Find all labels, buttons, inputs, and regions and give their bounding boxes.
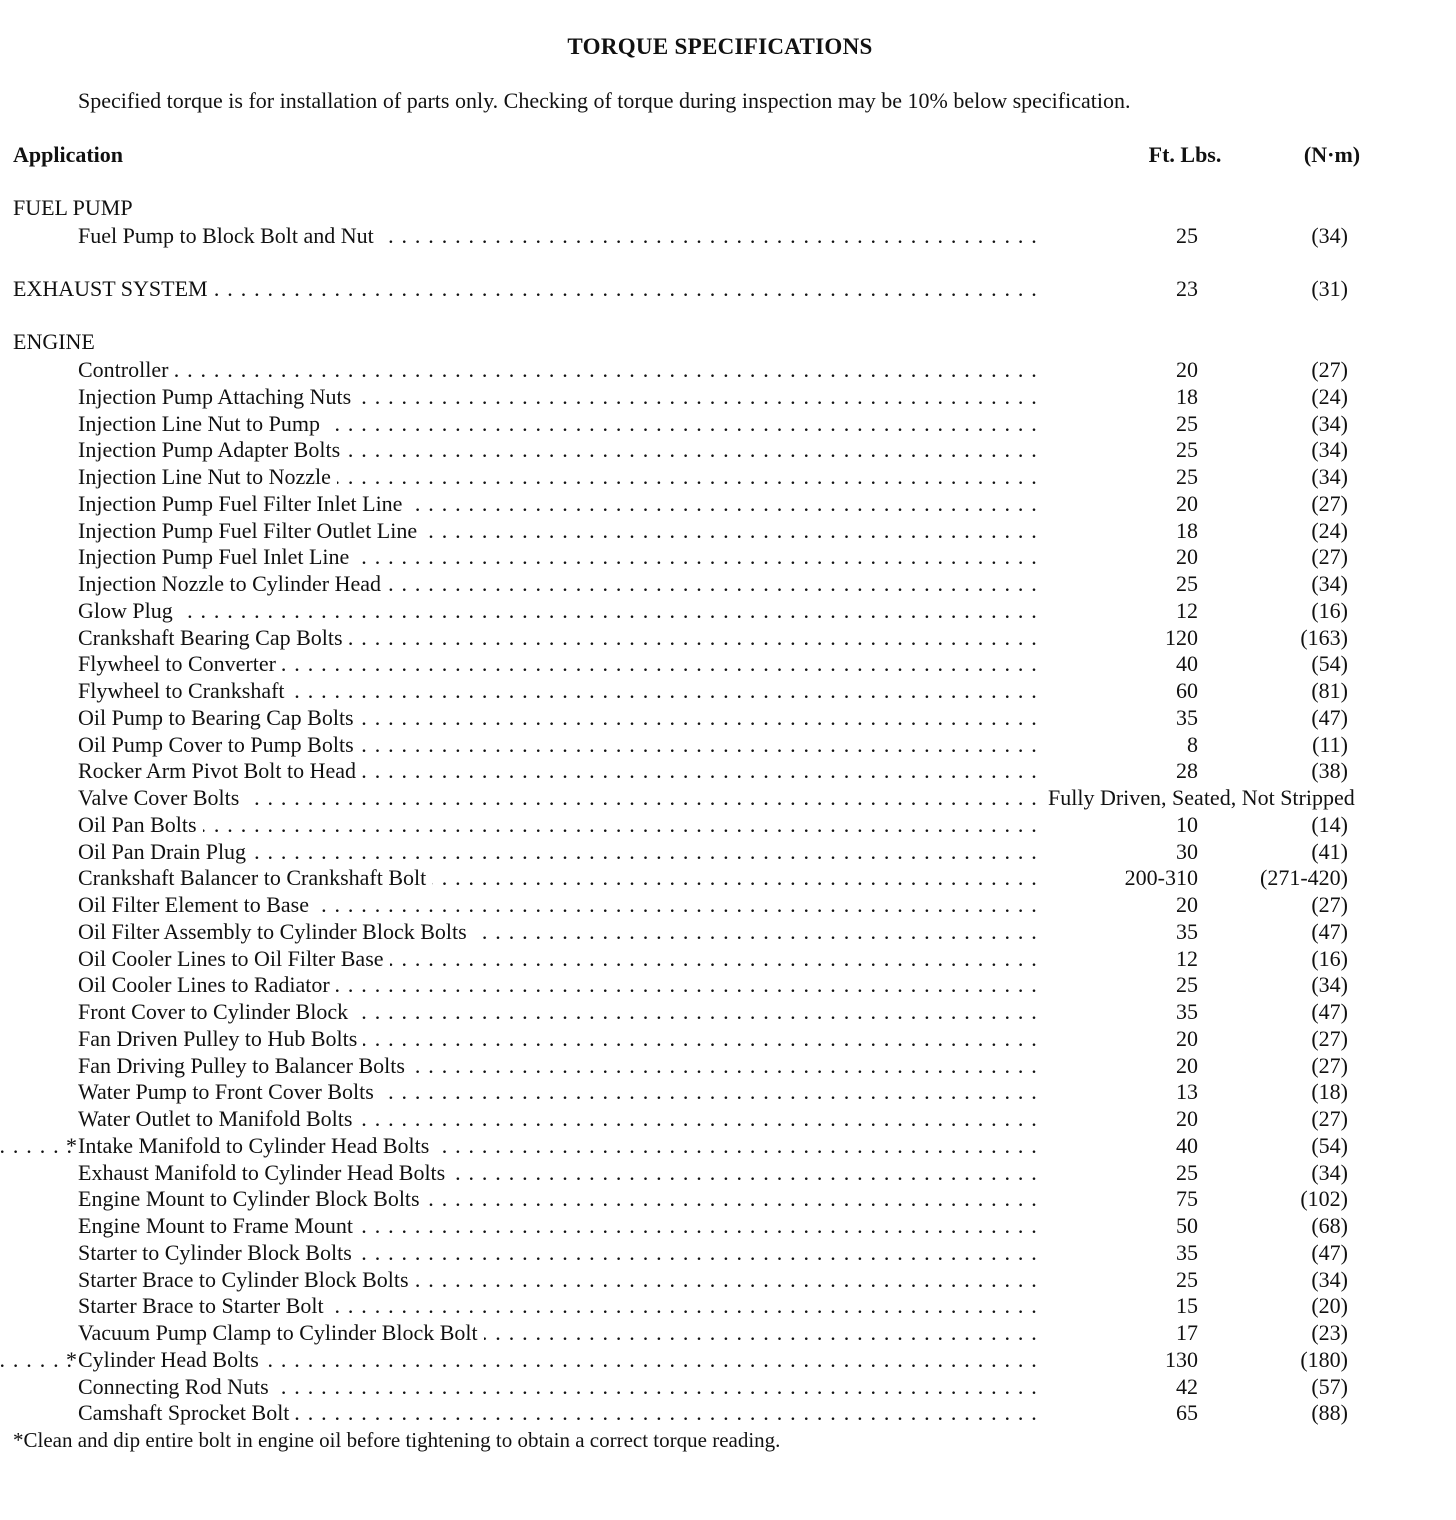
row-ft-lbs: 10 — [1176, 811, 1198, 837]
row-ft-lbs: 65 — [1176, 1400, 1198, 1426]
row-note: Fully Driven, Seated, Not Stripped — [1048, 785, 1355, 810]
row-ft-lbs: 13 — [1176, 1079, 1198, 1105]
row-ft-lbs: 75 — [1176, 1186, 1198, 1212]
row-label: Fan Driving Pulley to Balancer Bolts — [78, 1053, 411, 1078]
row-label: Starter Brace to Cylinder Block Bolts — [78, 1267, 415, 1292]
row-ft-lbs: 18 — [1176, 383, 1198, 409]
row-label: Starter to Cylinder Block Bolts — [78, 1240, 358, 1265]
row-nm: (57) — [1311, 1373, 1348, 1399]
row-nm: (34) — [1311, 437, 1348, 463]
table-row — [0, 811, 1456, 838]
table-row — [0, 1239, 1456, 1266]
row-label: Flywheel to Converter — [78, 651, 282, 676]
row-ft-lbs: 17 — [1176, 1320, 1198, 1345]
row-nm: (18) — [1311, 1079, 1348, 1105]
row-label: Engine Mount to Cylinder Block Bolts — [78, 1186, 426, 1211]
section-heading-fuel-pump: FUEL PUMP — [13, 195, 133, 220]
row-ft-lbs: 120 — [1165, 624, 1198, 650]
row-label: Water Outlet to Manifold Bolts — [78, 1106, 358, 1131]
row-label: Fuel Pump to Block Bolt and Nut — [78, 223, 380, 248]
table-row — [0, 1373, 1456, 1400]
row-label: Injection Pump Fuel Filter Inlet Line — [78, 491, 408, 516]
row-nm: (11) — [1312, 731, 1348, 757]
row-nm: (20) — [1311, 1293, 1348, 1319]
row-ft-lbs: 20 — [1176, 1106, 1198, 1131]
row-label: Camshaft Sprocket Bolt — [78, 1400, 295, 1425]
table-row — [0, 222, 1456, 249]
section-heading-exhaust: EXHAUST SYSTEM — [13, 276, 214, 301]
footnote: *Clean and dip entire bolt in engine oil before tightening to obtain a correct torque reading. — [13, 1428, 781, 1452]
row-ft-lbs: 25 — [1176, 410, 1198, 436]
row-ft-lbs: 25 — [1176, 1266, 1198, 1292]
table-row — [0, 517, 1456, 544]
row-ft-lbs: 50 — [1176, 1213, 1198, 1238]
row-label: Injection Line Nut to Nozzle — [78, 464, 337, 489]
header-application: Application — [13, 142, 124, 167]
row-label: Injection Pump Fuel Inlet Line — [78, 544, 355, 569]
row-nm: (27) — [1311, 892, 1348, 917]
row-nm: (34) — [1311, 571, 1348, 596]
row-label: Oil Filter Assembly to Cylinder Block Bolts — [78, 919, 473, 944]
row-label: Exhaust Manifold to Cylinder Head Bolts — [78, 1160, 451, 1185]
row-nm: (24) — [1311, 383, 1348, 409]
row-ft-lbs: 25 — [1176, 223, 1198, 248]
intro-note: Specified torque is for installation of parts only. Checking of torque during inspection may be 10% below specification. — [78, 88, 1131, 113]
table-row — [0, 1346, 1456, 1373]
row-nm: (180) — [1300, 1346, 1348, 1372]
row-ft-lbs: 35 — [1176, 999, 1198, 1024]
row-label: Crankshaft Balancer to Crankshaft Bolt — [78, 865, 432, 890]
row-nm: (27) — [1311, 544, 1348, 570]
row-label: Injection Pump Attaching Nuts — [78, 384, 357, 409]
row-ft-lbs: 130 — [1165, 1346, 1198, 1372]
row-label: Oil Filter Element to Base — [78, 892, 315, 917]
table-row — [0, 945, 1456, 972]
row-ft-lbs: 20 — [1176, 544, 1198, 570]
row-nm: (14) — [1311, 811, 1348, 837]
row-label: Valve Cover Bolts — [78, 785, 245, 810]
row-label: Oil Cooler Lines to Radiator — [78, 972, 336, 997]
row-label: Oil Cooler Lines to Oil Filter Base — [78, 946, 390, 971]
row-nm: (24) — [1311, 517, 1348, 543]
table-row — [0, 463, 1456, 490]
row-label: Connecting Rod Nuts — [78, 1374, 275, 1399]
table-row — [0, 436, 1456, 463]
row-label: Injection Pump Adapter Bolts — [78, 437, 346, 462]
header-nm: (N·m) — [1303, 142, 1361, 167]
table-row — [0, 1052, 1456, 1079]
row-ft-lbs: 25 — [1176, 972, 1198, 998]
table-row — [0, 1078, 1456, 1105]
row-nm: (27) — [1311, 1106, 1348, 1131]
row-nm: (88) — [1311, 1400, 1348, 1426]
table-row — [0, 650, 1456, 677]
row-ft-lbs: 40 — [1176, 651, 1198, 677]
table-row — [0, 597, 1456, 624]
row-nm: (34) — [1311, 464, 1348, 489]
asterisk-marker: * — [66, 1346, 77, 1372]
row-label: Engine Mount to Frame Mount — [78, 1213, 359, 1238]
table-row — [0, 1025, 1456, 1052]
table-row — [0, 864, 1456, 891]
row-ft-lbs: 60 — [1176, 678, 1198, 703]
row-nm: (38) — [1311, 758, 1348, 784]
table-row — [0, 490, 1456, 517]
row-label: Injection Line Nut to Pump — [78, 411, 326, 436]
row-nm: (68) — [1311, 1213, 1348, 1238]
row-label: Controller — [78, 357, 174, 382]
row-label: Oil Pan Drain Plug — [78, 839, 252, 864]
row-label: Rocker Arm Pivot Bolt to Head — [78, 758, 362, 783]
table-row — [0, 570, 1456, 597]
row-ft-lbs: 40 — [1176, 1132, 1198, 1158]
row-nm: (47) — [1311, 704, 1348, 730]
table-row — [0, 918, 1456, 945]
row-label: Crankshaft Bearing Cap Bolts — [78, 625, 349, 650]
table-row — [0, 1105, 1456, 1132]
row-label: Flywheel to Crankshaft — [78, 678, 291, 703]
table-row — [0, 624, 1456, 651]
table-row — [0, 1185, 1456, 1212]
row-nm: (16) — [1311, 945, 1348, 971]
row-ft-lbs: 23 — [1176, 276, 1198, 301]
row-nm: (34) — [1311, 1266, 1348, 1292]
table-row — [0, 998, 1456, 1025]
table-row — [0, 1132, 1456, 1159]
table-row — [0, 1292, 1456, 1319]
row-nm: (23) — [1311, 1320, 1348, 1345]
row-nm: (163) — [1300, 624, 1348, 650]
row-ft-lbs: 20 — [1176, 490, 1198, 516]
row-nm: (54) — [1311, 651, 1348, 677]
page-title: TORQUE SPECIFICATIONS — [567, 34, 873, 59]
table-row — [0, 356, 1456, 383]
row-label: Water Pump to Front Cover Bolts — [78, 1079, 380, 1104]
row-ft-lbs: 35 — [1176, 1239, 1198, 1265]
row-nm: (31) — [1311, 276, 1348, 301]
row-label: Intake Manifold to Cylinder Head Bolts — [78, 1133, 435, 1158]
row-nm: (271-420) — [1260, 865, 1348, 891]
row-ft-lbs: 15 — [1176, 1293, 1198, 1319]
row-ft-lbs: 42 — [1176, 1373, 1198, 1399]
table-row-exhaust — [0, 275, 1456, 302]
row-ft-lbs: 25 — [1176, 1159, 1198, 1185]
row-nm: (27) — [1311, 1052, 1348, 1078]
row-ft-lbs: 35 — [1176, 918, 1198, 944]
row-nm: (34) — [1311, 972, 1348, 998]
table-row — [0, 971, 1456, 998]
row-nm: (47) — [1311, 1239, 1348, 1265]
row-ft-lbs: 200-310 — [1124, 865, 1198, 891]
row-ft-lbs: 20 — [1176, 1025, 1198, 1051]
row-nm: (27) — [1311, 490, 1348, 516]
row-nm: (41) — [1311, 838, 1348, 864]
row-label: Injection Pump Fuel Filter Outlet Line — [78, 518, 423, 543]
row-label: Fan Driven Pulley to Hub Bolts — [78, 1026, 363, 1051]
row-ft-lbs: 25 — [1176, 437, 1198, 463]
row-ft-lbs: 30 — [1176, 838, 1198, 864]
row-ft-lbs: 12 — [1176, 945, 1198, 971]
row-nm: (34) — [1311, 1159, 1348, 1185]
row-label: Glow Plug — [78, 598, 179, 623]
row-ft-lbs: 20 — [1176, 892, 1198, 917]
row-label: Cylinder Head Bolts — [78, 1347, 265, 1372]
table-row — [0, 677, 1456, 704]
table-row — [0, 1266, 1456, 1293]
row-ft-lbs: 18 — [1176, 517, 1198, 543]
row-label: Oil Pump to Bearing Cap Bolts — [78, 705, 360, 730]
row-nm: (27) — [1311, 357, 1348, 382]
table-row — [0, 543, 1456, 570]
table-row — [0, 1319, 1456, 1346]
row-nm: (47) — [1311, 999, 1348, 1024]
table-row — [0, 1212, 1456, 1239]
row-ft-lbs: 8 — [1187, 731, 1198, 757]
row-ft-lbs: 28 — [1176, 758, 1198, 784]
table-row — [0, 731, 1456, 758]
row-nm: (102) — [1300, 1186, 1348, 1212]
table-row — [0, 410, 1456, 437]
table-row — [0, 1159, 1456, 1186]
row-ft-lbs: 20 — [1176, 357, 1198, 382]
table-row — [0, 1399, 1456, 1426]
row-label: Starter Brace to Starter Bolt — [78, 1293, 330, 1318]
asterisk-marker: * — [66, 1132, 77, 1158]
table-row — [0, 383, 1456, 410]
row-ft-lbs: 25 — [1176, 571, 1198, 596]
row-label: Injection Nozzle to Cylinder Head — [78, 571, 387, 596]
row-nm: (34) — [1311, 410, 1348, 436]
row-nm: (47) — [1311, 918, 1348, 944]
row-label: Oil Pump Cover to Pump Bolts — [78, 732, 360, 757]
row-nm: (34) — [1311, 223, 1348, 248]
row-nm: (27) — [1311, 1025, 1348, 1051]
row-ft-lbs: 35 — [1176, 704, 1198, 730]
header-ft-lbs: Ft. Lbs. — [1148, 142, 1222, 167]
row-nm: (54) — [1311, 1132, 1348, 1158]
row-nm: (81) — [1311, 678, 1348, 703]
row-label: Front Cover to Cylinder Block — [78, 999, 354, 1024]
table-row — [0, 757, 1456, 784]
row-ft-lbs: 20 — [1176, 1052, 1198, 1078]
row-label: Vacuum Pump Clamp to Cylinder Block Bolt — [78, 1320, 484, 1345]
row-ft-lbs: 25 — [1176, 464, 1198, 489]
section-heading-engine: ENGINE — [13, 329, 95, 354]
row-nm: (16) — [1311, 597, 1348, 623]
table-row — [0, 891, 1456, 918]
row-ft-lbs: 12 — [1176, 597, 1198, 623]
table-row — [0, 704, 1456, 731]
row-label: Oil Pan Bolts — [78, 812, 203, 837]
table-row — [0, 838, 1456, 865]
table-row — [0, 784, 1456, 811]
